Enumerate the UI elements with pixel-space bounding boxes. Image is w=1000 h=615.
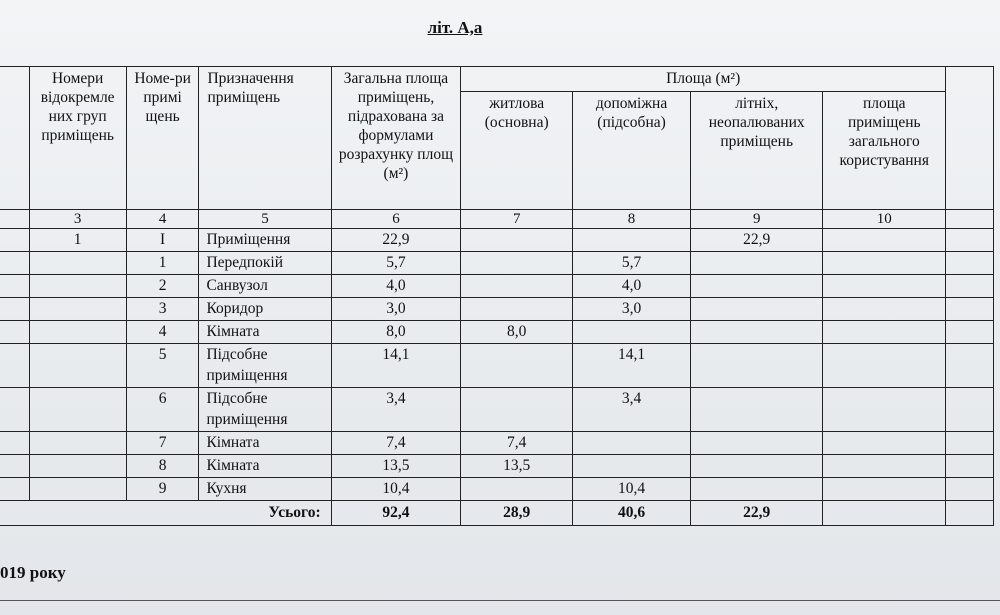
living-cell bbox=[461, 344, 573, 388]
table-row bbox=[0, 344, 994, 388]
table-row bbox=[0, 455, 994, 478]
column-number-blank bbox=[0, 210, 29, 229]
aux-cell bbox=[573, 321, 691, 344]
header-purpose: Призначення приміщень bbox=[199, 67, 331, 210]
common-cell bbox=[823, 229, 946, 252]
total-cell: 22,9 bbox=[331, 229, 461, 252]
summer-cell bbox=[690, 388, 822, 432]
aux-cell bbox=[573, 432, 691, 455]
aux-cell bbox=[573, 229, 691, 252]
extra-cell bbox=[946, 388, 994, 432]
aux-cell: 4,0 bbox=[573, 275, 691, 298]
header-living: житлова (основна) bbox=[461, 92, 573, 210]
room-cell: 2 bbox=[126, 275, 199, 298]
purpose-cell: Підсобне приміщення bbox=[199, 388, 331, 432]
page-title: літ. А,а bbox=[427, 18, 483, 37]
room-cell: 4 bbox=[126, 321, 199, 344]
header-extra bbox=[946, 67, 994, 210]
header-area-group: Площа (м²) bbox=[461, 67, 946, 92]
common-cell bbox=[823, 344, 946, 388]
cut-cell bbox=[0, 344, 29, 388]
table-row bbox=[0, 229, 994, 252]
group-cell bbox=[29, 275, 126, 298]
table-row bbox=[0, 275, 994, 298]
header-aux: допоміжна (підсобна) bbox=[573, 92, 691, 210]
purpose-cell: Передпокій bbox=[199, 252, 331, 275]
group-cell bbox=[29, 321, 126, 344]
extra-cell bbox=[946, 229, 994, 252]
summer-cell: 22,9 bbox=[690, 229, 822, 252]
living-cell bbox=[461, 298, 573, 321]
cut-cell bbox=[0, 229, 29, 252]
totals-living: 28,9 bbox=[461, 501, 573, 526]
table-row bbox=[0, 432, 994, 455]
table-row bbox=[0, 388, 994, 432]
extra-cell bbox=[946, 321, 994, 344]
header-common: площа приміщень загального користування bbox=[823, 92, 946, 210]
living-cell bbox=[461, 275, 573, 298]
column-number: 3 bbox=[29, 210, 126, 229]
column-number: 7 bbox=[461, 210, 573, 229]
room-cell: 7 bbox=[126, 432, 199, 455]
common-cell bbox=[823, 432, 946, 455]
cut-cell bbox=[0, 252, 29, 275]
header-total-area: Загальна площа приміщень, підрахована за формулами розрахунку площ (м²) bbox=[331, 67, 461, 210]
extra-cell bbox=[946, 275, 994, 298]
room-cell: 8 bbox=[126, 455, 199, 478]
total-cell: 13,5 bbox=[331, 455, 461, 478]
cut-cell bbox=[0, 275, 29, 298]
cut-cell bbox=[0, 455, 29, 478]
totals-common bbox=[823, 501, 946, 526]
aux-cell: 5,7 bbox=[573, 252, 691, 275]
group-cell bbox=[29, 432, 126, 455]
totals-row bbox=[0, 501, 994, 526]
totals-label: Усього: bbox=[0, 501, 331, 526]
room-cell: 5 bbox=[126, 344, 199, 388]
cut-cell bbox=[0, 388, 29, 432]
extra-cell bbox=[946, 501, 994, 526]
group-cell bbox=[29, 455, 126, 478]
living-cell: 13,5 bbox=[461, 455, 573, 478]
purpose-cell: Приміщення bbox=[199, 229, 331, 252]
purpose-cell: Підсобне приміщення bbox=[199, 344, 331, 388]
extra-cell bbox=[946, 298, 994, 321]
total-cell: 5,7 bbox=[331, 252, 461, 275]
cut-cell bbox=[0, 478, 29, 501]
room-cell: 3 bbox=[126, 298, 199, 321]
common-cell bbox=[823, 455, 946, 478]
purpose-cell: Коридор bbox=[199, 298, 331, 321]
purpose-cell: Санвузол bbox=[199, 275, 331, 298]
room-area-table bbox=[0, 66, 994, 526]
summer-cell bbox=[690, 344, 822, 388]
column-number-row bbox=[0, 210, 994, 229]
header-cut-cell bbox=[0, 67, 29, 210]
totals-summer: 22,9 bbox=[690, 501, 822, 526]
aux-cell bbox=[573, 455, 691, 478]
group-cell bbox=[29, 252, 126, 275]
group-cell bbox=[29, 298, 126, 321]
summer-cell bbox=[690, 455, 822, 478]
summer-cell bbox=[690, 432, 822, 455]
living-cell bbox=[461, 229, 573, 252]
common-cell bbox=[823, 298, 946, 321]
cut-cell bbox=[0, 321, 29, 344]
aux-cell: 14,1 bbox=[573, 344, 691, 388]
column-number: 4 bbox=[126, 210, 199, 229]
living-cell: 8,0 bbox=[461, 321, 573, 344]
header-summer: літніх, неопалюваних приміщень bbox=[690, 92, 822, 210]
extra-cell bbox=[946, 455, 994, 478]
totals-aux: 40,6 bbox=[573, 501, 691, 526]
aux-cell: 3,4 bbox=[573, 388, 691, 432]
column-number: 8 bbox=[573, 210, 691, 229]
total-cell: 8,0 bbox=[331, 321, 461, 344]
column-number: 10 bbox=[823, 210, 946, 229]
cut-cell bbox=[0, 298, 29, 321]
total-cell: 10,4 bbox=[331, 478, 461, 501]
room-cell: 6 bbox=[126, 388, 199, 432]
column-number-blank bbox=[946, 210, 994, 229]
common-cell bbox=[823, 478, 946, 501]
extra-cell bbox=[946, 478, 994, 501]
living-cell: 7,4 bbox=[461, 432, 573, 455]
aux-cell: 3,0 bbox=[573, 298, 691, 321]
group-cell bbox=[29, 388, 126, 432]
header-groups: Номери відокремле них груп приміщень bbox=[29, 67, 126, 210]
living-cell bbox=[461, 388, 573, 432]
extra-cell bbox=[946, 252, 994, 275]
common-cell bbox=[823, 388, 946, 432]
common-cell bbox=[823, 252, 946, 275]
room-cell: І bbox=[126, 229, 199, 252]
common-cell bbox=[823, 275, 946, 298]
column-number: 5 bbox=[199, 210, 331, 229]
header-row-1 bbox=[0, 67, 994, 92]
extra-cell bbox=[946, 432, 994, 455]
table-row bbox=[0, 298, 994, 321]
header-rooms: Номе-ри примі щень bbox=[126, 67, 199, 210]
total-cell: 14,1 bbox=[331, 344, 461, 388]
group-cell bbox=[29, 344, 126, 388]
summer-cell bbox=[690, 298, 822, 321]
room-cell: 1 bbox=[126, 252, 199, 275]
divider bbox=[0, 600, 1000, 601]
group-cell: 1 bbox=[29, 229, 126, 252]
summer-cell bbox=[690, 252, 822, 275]
column-number: 6 bbox=[331, 210, 461, 229]
table-row bbox=[0, 478, 994, 501]
aux-cell: 10,4 bbox=[573, 478, 691, 501]
footer-date-text: 019 року bbox=[0, 563, 66, 582]
living-cell bbox=[461, 478, 573, 501]
column-number: 9 bbox=[690, 210, 822, 229]
total-cell: 7,4 bbox=[331, 432, 461, 455]
table-row bbox=[0, 252, 994, 275]
summer-cell bbox=[690, 321, 822, 344]
purpose-cell: Кімната bbox=[199, 455, 331, 478]
totals-total: 92,4 bbox=[331, 501, 461, 526]
group-cell bbox=[29, 478, 126, 501]
purpose-cell: Кімната bbox=[199, 432, 331, 455]
total-cell: 3,0 bbox=[331, 298, 461, 321]
cut-cell bbox=[0, 432, 29, 455]
purpose-cell: Кухня bbox=[199, 478, 331, 501]
living-cell bbox=[461, 252, 573, 275]
common-cell bbox=[823, 321, 946, 344]
total-cell: 3,4 bbox=[331, 388, 461, 432]
summer-cell bbox=[690, 275, 822, 298]
room-cell: 9 bbox=[126, 478, 199, 501]
purpose-cell: Кімната bbox=[199, 321, 331, 344]
extra-cell bbox=[946, 344, 994, 388]
table-row bbox=[0, 321, 994, 344]
total-cell: 4,0 bbox=[331, 275, 461, 298]
summer-cell bbox=[690, 478, 822, 501]
